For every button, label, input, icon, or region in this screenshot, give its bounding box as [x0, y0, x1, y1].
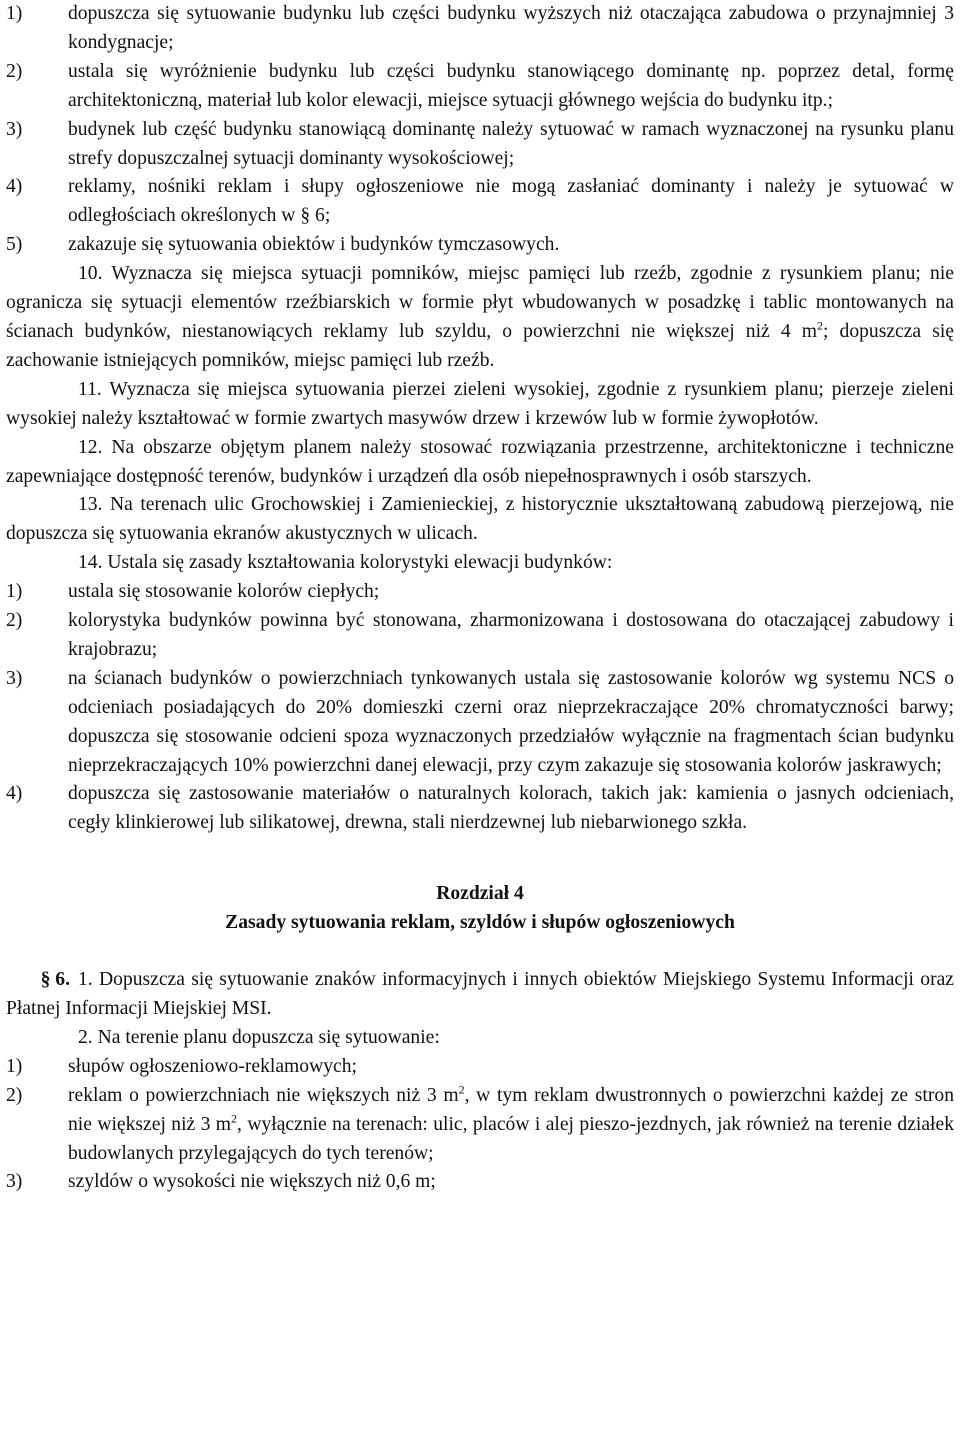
list-item [6, 1053, 954, 1082]
paragraph-6-2: 2. Na terenie planu dopuszcza się sytuowanie: [78, 1026, 440, 1048]
list-number: 2) [6, 60, 23, 82]
list-text: ustala się wyróżnienie budynku lub części budynku stanowiącego dominantę np. poprzez detal, formę architektoniczną, materiał lub kolor elewacji, miejsce sytuacji głównego wejścia do budynku itp.; [68, 60, 954, 111]
list-number: 4) [6, 783, 23, 805]
list-number: 5) [6, 234, 23, 256]
list-text: słupów ogłoszeniowo-reklamowych; [68, 1055, 357, 1077]
list-text-part: , wyłącznie na terenach: ulic, placów i alej pieszo-jezdnych, jak również na terenie działek budowlanych przylegających do tych terenów; [68, 1113, 954, 1164]
list-dominant-rules [6, 0, 954, 260]
chapter-title: Rozdział 4 [436, 883, 524, 905]
spacer [6, 938, 954, 966]
superscript: 2 [231, 1111, 238, 1126]
list-number: 2) [6, 1084, 23, 1106]
paragraph-14: 14. Ustala się zasady kształtowania kolorystyki elewacji budynków: [78, 552, 613, 574]
list-item [6, 1082, 954, 1169]
list-number: 1) [6, 581, 23, 603]
spacer [6, 838, 954, 880]
paragraph-10 [6, 260, 954, 376]
list-advert-rules [6, 1053, 954, 1198]
list-item [6, 665, 954, 781]
list-number: 4) [6, 176, 23, 198]
list-text: budynek lub część budynku stanowiącą dominantę należy sytuować w ramach wyznaczonej na rysunku planu strefy dopuszczalnej sytuacji dominanty wysokościowej; [68, 118, 954, 169]
list-text-part: reklam o powierzchniach nie większych niż 3 m [68, 1084, 459, 1106]
list-item [6, 0, 954, 58]
paragraph-6-1 [6, 966, 954, 1024]
paragraph-13: 13. Na terenach ulic Grochowskiej i Zamienieckiej, z historycznie ukształtowaną zabudową pierzejową, nie dopuszcza się sytuowania ekranów akustycznych w ulicach. [6, 494, 954, 545]
list-number: 1) [6, 3, 23, 24]
list-text: kolorystyka budynków powinna być stonowana, zharmonizowana i dostosowana do otaczającej zabudowy i krajobrazu; [68, 610, 954, 660]
list-number: 1) [6, 1055, 23, 1077]
paragraph-10-text: 10. Wyznacza się miejsca sytuacji pomników, miejsc pamięci lub rzeźb, zgodnie z rysunkiem planu; nie ogranicza się sytuacji elementów rzeźbiarskich w formie płyt wbudowanych w posadzkę i tablic montowanych na ścianach budynków, niestanowiących reklamy lub szyldu, o powierzchni nie większej niż 4 m [6, 263, 954, 342]
list-number: 3) [6, 667, 23, 689]
list-item [6, 578, 954, 607]
list-item [6, 58, 954, 116]
superscript: 2 [816, 318, 823, 333]
list-text: dopuszcza się zastosowanie materiałów o naturalnych kolorach, takich jak: kamienia o jasnych odcieniach, cegły klinkierowej lub silikatowej, drewna, stali nierdzewnej lub niebarwionego szkła. [68, 783, 954, 834]
list-text: na ścianach budynków o powierzchniach tynkowanych ustala się zastosowanie kolorów wg systemu NCS o odcieniach posiadających do 20% domieszki czerni oraz nieprzekraczające 20% chromatyczności barwy; dopuszcza się stosowanie odcieni spoza wyznaczonych przedziałów wyłącznie na fragmentach ścian budynku nieprzekraczających 10% powierzchni danej elewacji, przy czym zakazuje się stosowania kolorów jaskrawych; [68, 667, 954, 776]
list-item [6, 116, 954, 174]
list-item [6, 231, 954, 260]
list-item [6, 780, 954, 838]
paragraph-6-1-text: 1. Dopuszcza się sytuowanie znaków informacyjnych i innych obiektów Miejskiego Systemu Informacji oraz Płatnej Informacji Miejskiej MSI. [6, 969, 954, 1019]
list-number: 3) [6, 1171, 23, 1193]
list-text: szyldów o wysokości nie większych niż 0,6 m; [68, 1171, 436, 1193]
list-text-part: , w tym reklam dwustronnych o powierzchni każdej ze stron nie większej niż 3 m [68, 1084, 954, 1135]
list-text: ustala się stosowanie kolorów ciepłych; [68, 581, 380, 603]
superscript: 2 [458, 1082, 465, 1097]
list-text: dopuszcza się sytuowanie budynku lub części budynku wyższych niż otaczająca zabudowa o przynajmniej 3 kondygnacje; [68, 3, 954, 53]
list-item [6, 1168, 954, 1197]
list-text: zakazuje się sytuowania obiektów i budynków tymczasowych. [68, 234, 560, 256]
list-number: 3) [6, 118, 23, 140]
chapter-subtitle: Zasady sytuowania reklam, szyldów i słupów ogłoszeniowych [225, 912, 735, 934]
list-item [6, 173, 954, 231]
paragraph-11: 11. Wyznacza się miejsca sytuowania pierzei zieleni wysokiej, zgodnie z rysunkiem planu; pierzeje zieleni wysokiej należy kształtować w formie zwartych masywów drzew i krzewów lub w formie żywopłotów. [6, 378, 954, 429]
paragraph-12: 12. Na obszarze objętym planem należy stosować rozwiązania przestrzenne, architektoniczne i techniczne zapewniające dostępność terenów, budynków i urządzeń dla osób niepełnosprawnych i osób starszych. [6, 436, 954, 487]
section-number: § 6. [40, 969, 70, 991]
paragraph-10-text-end: ; dopuszcza się zachowanie istniejących pomników, miejsc pamięci lub rzeźb. [6, 320, 954, 371]
list-item [6, 607, 954, 665]
list-number: 2) [6, 610, 23, 632]
list-text: reklamy, nośniki reklam i słupy ogłoszeniowe nie mogą zasłaniać dominanty i należy je sytuować w odległościach określonych w § 6; [68, 176, 954, 227]
list-color-rules [6, 578, 954, 838]
list-text [68, 1082, 954, 1169]
